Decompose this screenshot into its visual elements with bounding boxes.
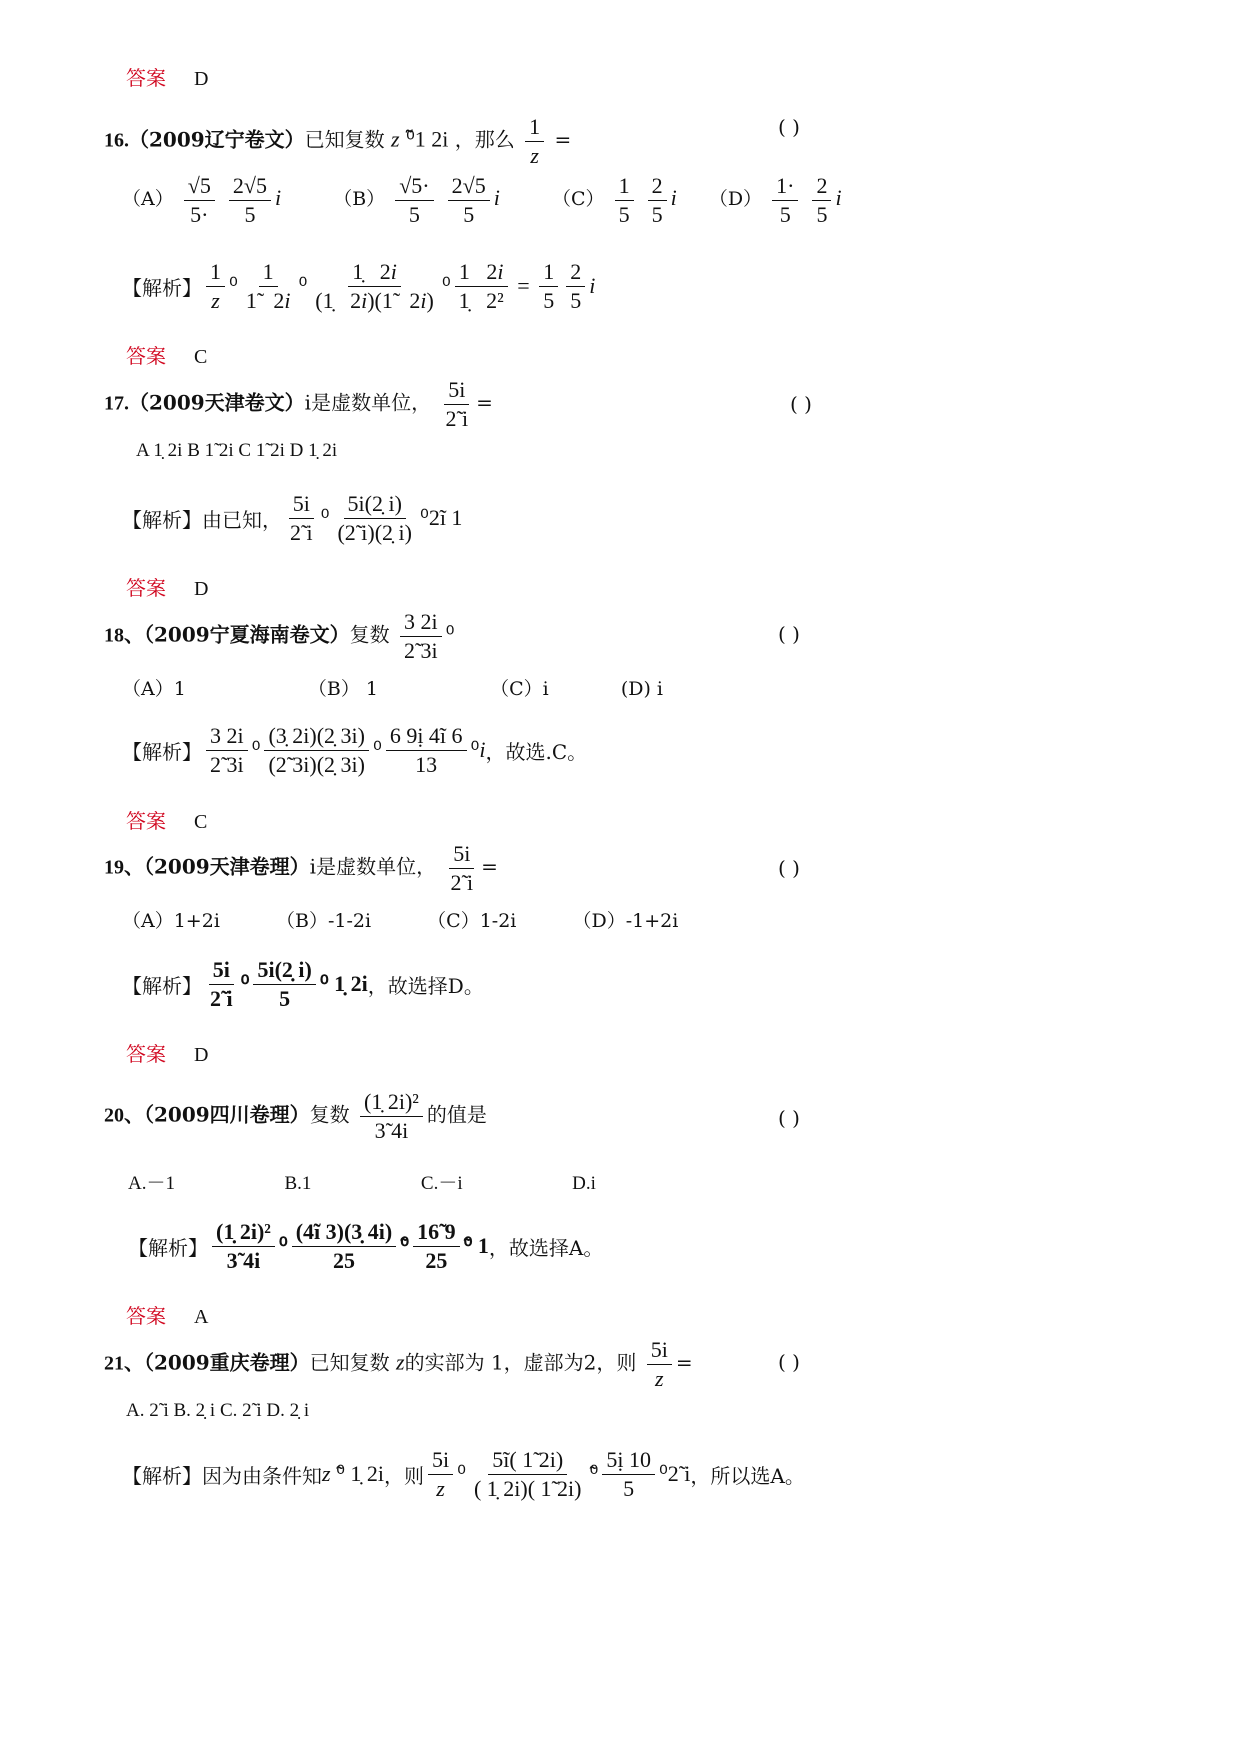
answer-paren: ( ) xyxy=(778,856,800,880)
option-b: （B） 1 xyxy=(307,678,378,700)
option-a: （A） $\frac{√5}{5\cdot}$ $\frac{2√5}{5}$ i xyxy=(122,173,282,227)
options-20 xyxy=(128,1168,596,1195)
question-number: 16. xyxy=(104,129,129,152)
question-18: 18、（2009宁夏海南卷文）复数 $\frac{3 2i}{2̃ 3i}$ ⁰ xyxy=(104,609,455,663)
option-d: D.i xyxy=(572,1173,596,1194)
expr: ⁰̃1 2i xyxy=(405,126,449,152)
question-17: 17.（2009天津卷文）i是虚数单位， $\frac{5i}{2̃ i}$ = xyxy=(104,377,493,431)
question-21: 21、（2009重庆卷理）已知复数 z的实部为 1，虚部为2，则 $\frac{5i}{z}$ = xyxy=(104,1337,693,1391)
question-stem: 已知复数 xyxy=(304,127,385,152)
option-d: (D) i xyxy=(620,678,663,700)
answer-line: 答案 D xyxy=(126,1042,209,1066)
solution-19: 【解析】 $\frac{5i}{2̃ i}$ ⁰ $\frac{5i(2̣ i)}{5}$ ⁰ 1̣ 2i ，故选择D。 xyxy=(122,957,484,1011)
option-d: （D） $\frac{1\cdot}{5}$ $\frac{2}{5}$ i xyxy=(708,173,842,227)
solution-17: 【解析】 由已知， $\frac{5i}{2̃ i}$ ⁰ $\frac{5i(2̣ i)}{(2̃ i)(2̣ i)}$ ⁰ 2ĩ 1 xyxy=(122,491,463,545)
equals: = xyxy=(554,127,572,152)
option-d: （D）-1+2i xyxy=(572,910,679,932)
stem-tail: ，那么 xyxy=(454,127,515,152)
answer-value: D xyxy=(194,68,209,90)
question-19: 19、（2009天津卷理）i是虚数单位， $\frac{5i}{2̃ i}$ = xyxy=(104,841,498,895)
solution-18: 【解析】 $\frac{3 2i}{2̃ 3i}$ ⁰ $\frac{(3̣ 2i)(2̣ 3i)}{(2̃ 3i)(2̣ 3i)}$ ⁰ $\frac{\text{6 9ị 4ĩ 6}}{13}$ ⁰ i ，故选.C。 xyxy=(122,723,588,777)
answer-paren: ( ) xyxy=(778,1350,800,1374)
solution-tag: 【解析】 xyxy=(122,275,202,300)
answer-label: 答案 xyxy=(126,66,166,90)
answer-paren: ( ) xyxy=(778,1106,800,1130)
fraction: $\frac{1}{z}$ xyxy=(525,113,544,169)
options-21: A. 2̃ i B. 2̣ i C. 2̃ i D. 2̣ i xyxy=(126,1400,310,1421)
answer-paren: ( ) xyxy=(790,392,812,416)
options-19 xyxy=(122,906,678,933)
option-a: （A）1+2i xyxy=(122,910,220,932)
question-16 xyxy=(104,113,571,169)
option-b: B.1 xyxy=(284,1173,312,1194)
question-source: （2009辽宁卷文） xyxy=(129,127,305,152)
option-a: A.－1 xyxy=(128,1173,175,1194)
option-c: （C）i xyxy=(490,678,549,700)
solution-21: 【解析】 因为由条件知 z ̃⁰ 1̣ 2i ，则 $\frac{5i}{z}$ ⁰ $\frac{5ĩ( 1̃ 2i)}{( 1̣ 2i)( 1̃ 2i)}$ ̃⁰ $\frac{\text{5ị 10}}{5}$ ⁰ 2̃ i ，所以选A。 xyxy=(122,1447,805,1501)
question-20: 20、（2009四川卷理）复数 $\frac{\text{(1̣ 2i)²}}{3̃ 4i}$ 的值是 xyxy=(104,1089,487,1143)
option-b: （B）-1-2i xyxy=(276,910,372,932)
option-a: （A）1 xyxy=(122,678,186,700)
option-b: （B） $\frac{√5\cdot}{5}$ $\frac{2√5}{5}$ i xyxy=(333,173,500,227)
solution-20: 【解析】 $\frac{\text{(1̣ 2i)²}}{3̃ 4i}$ ⁰ $\frac{(4ĩ 3)(3̣ 4i)}{25}$ ̃⁰ $\frac{16̃ 9}{25}$ ̃⁰ 1 ，故选择A。 xyxy=(128,1219,604,1273)
answer-line: 答案 C xyxy=(126,344,208,368)
option-c: （C）1-2i xyxy=(427,910,517,932)
answer-line: 答案 C xyxy=(126,809,208,833)
options-16 xyxy=(122,172,842,228)
option-c: （C） $\frac{1}{5}$ $\frac{2}{5}$ i xyxy=(551,173,677,227)
answer-line: 答案 A xyxy=(126,1304,209,1328)
options-18 xyxy=(122,674,663,701)
option-c: C.－i xyxy=(420,1173,463,1194)
var-z: z xyxy=(391,126,400,152)
options-17: A 1̣ 2i B 1̃ 2i C 1̃ 2i D 1̣ 2i xyxy=(136,440,338,461)
answer-paren: ( ) xyxy=(778,115,800,139)
answer-line: 答案 D xyxy=(126,576,209,600)
answer-paren: ( ) xyxy=(778,622,800,646)
solution-16: 【解析】 $\frac{1}{z}$ ⁰ $\frac{1}{1̃ 2i}$ ⁰ $\frac{1̣ 2i}{(1̣ 2i)(1̃ 2i)}$ ⁰ $\frac{1 2i}{\text{1̣ 2²}}$ = $\frac{1}{5}$ $\frac{2}{5}$ i xyxy=(122,259,596,313)
answer-line xyxy=(126,62,208,91)
